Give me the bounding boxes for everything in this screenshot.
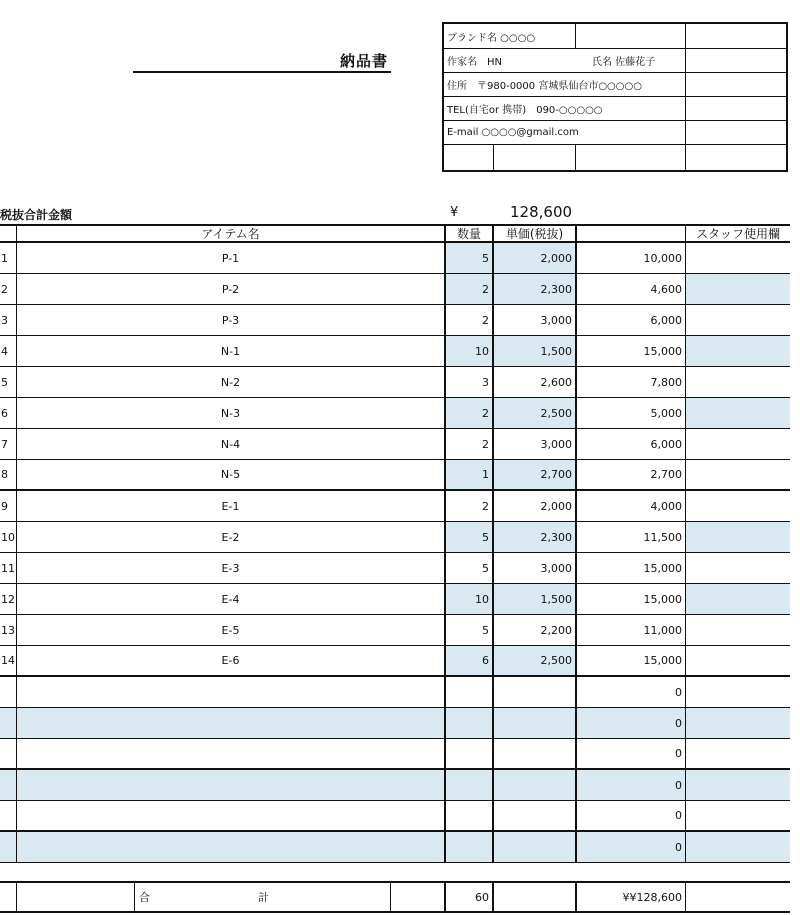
item-name: E-2 (16, 522, 444, 552)
info-blank-cell (494, 144, 576, 170)
qty-cell (444, 770, 492, 800)
amount-cell: 0 (575, 739, 685, 768)
info-row-tel (444, 96, 786, 121)
amount-cell: 6,000 (575, 429, 685, 459)
item-name: E-1 (16, 491, 444, 521)
table-row (0, 274, 790, 305)
item-name: E-5 (16, 615, 444, 645)
total-blank-cell (16, 883, 134, 911)
staff-cell (685, 367, 790, 397)
sender-info-box (442, 22, 788, 172)
info-row-email (444, 120, 786, 145)
staff-cell (685, 522, 790, 552)
row-number: 3 (1, 313, 8, 327)
subtotal-value: 128,600 (510, 203, 573, 221)
item-name: P-2 (16, 274, 444, 304)
table-row (0, 522, 790, 553)
amount-cell: 11,000 (575, 615, 685, 645)
qty-cell (444, 832, 492, 862)
info-blank-cell (444, 144, 494, 170)
table-row (0, 615, 790, 646)
qty-cell: 3 (444, 367, 492, 397)
row-number: 8 (1, 468, 8, 481)
unit-price-cell: 2,600 (492, 367, 575, 397)
staff-cell (685, 832, 790, 862)
row-number: 12 (1, 592, 15, 606)
row-number (0, 801, 16, 830)
email: E-mail ○○○○@gmail.com (444, 120, 686, 144)
total-blank-cell (492, 883, 575, 911)
item-name (16, 801, 444, 830)
qty-cell: 5 (444, 243, 492, 273)
amount-cell: 2,700 (575, 460, 685, 489)
qty-cell: 6 (444, 646, 492, 675)
unit-price-cell: 2,000 (492, 491, 575, 521)
table-row (0, 584, 790, 615)
total-qty: 60 (444, 883, 492, 911)
item-name: N-4 (16, 429, 444, 459)
row-number: 2 (1, 282, 8, 296)
unit-price-cell (492, 770, 575, 800)
info-blank-cell (576, 24, 686, 48)
row-number: 9 (1, 499, 8, 513)
table-row (0, 243, 790, 274)
item-name (16, 708, 444, 738)
amount-cell: 6,000 (575, 305, 685, 335)
unit-price-cell: 2,500 (492, 646, 575, 675)
table-row (0, 739, 790, 770)
staff-cell (685, 708, 790, 738)
row-number (0, 739, 16, 768)
staff-cell (685, 739, 790, 768)
row-number (0, 708, 16, 738)
unit-price-cell: 3,000 (492, 553, 575, 583)
header-amount (575, 226, 685, 241)
amount-cell: 10,000 (575, 243, 685, 273)
header-staff: スタッフ使用欄 (685, 226, 790, 241)
row-number: 11 (1, 561, 15, 575)
item-name (16, 832, 444, 862)
unit-price-cell: 2,000 (492, 243, 575, 273)
staff-cell (685, 770, 790, 800)
item-name: N-1 (16, 336, 444, 366)
staff-cell (685, 491, 790, 521)
amount-cell: 0 (575, 801, 685, 830)
row-number: 10 (1, 530, 15, 544)
qty-cell: 5 (444, 553, 492, 583)
amount-cell: 4,600 (575, 274, 685, 304)
unit-price-cell (492, 677, 575, 707)
amount-cell: 0 (575, 832, 685, 862)
qty-cell: 2 (444, 398, 492, 428)
table-row (0, 677, 790, 708)
staff-cell (685, 615, 790, 645)
document-title: 納品書 (340, 52, 389, 70)
info-row-address (444, 72, 786, 97)
row-number: 1 (1, 251, 8, 265)
person-name: 氏名 佐藤花子 (589, 48, 686, 72)
header-unit-price: 単価(税抜) (492, 226, 575, 241)
amount-cell: 7,800 (575, 367, 685, 397)
staff-cell (685, 243, 790, 273)
qty-cell: 2 (444, 429, 492, 459)
total-label-cell (134, 883, 390, 911)
table-row (0, 708, 790, 739)
item-name: N-3 (16, 398, 444, 428)
title-underline (133, 71, 391, 73)
item-name: E-6 (16, 646, 444, 675)
row-number: 5 (1, 375, 8, 389)
header-item: アイテム名 (16, 226, 444, 241)
staff-cell (685, 553, 790, 583)
table-row (0, 460, 790, 491)
amount-cell: 4,000 (575, 491, 685, 521)
qty-cell (444, 801, 492, 830)
staff-cell (685, 584, 790, 614)
unit-price-cell: 2,300 (492, 522, 575, 552)
row-number: 4 (1, 344, 8, 358)
row-number (0, 832, 16, 862)
row-number (0, 677, 16, 707)
staff-cell (685, 274, 790, 304)
total-amount: ¥¥128,600 (575, 883, 685, 911)
total-label-right: 計 (258, 891, 269, 904)
item-name: N-2 (16, 367, 444, 397)
qty-cell (444, 739, 492, 768)
staff-cell (685, 398, 790, 428)
item-name (16, 770, 444, 800)
unit-price-cell: 2,500 (492, 398, 575, 428)
info-row-artist (444, 48, 786, 73)
unit-price-cell (492, 832, 575, 862)
subtotal-label: 税抜合計金額 (0, 208, 73, 222)
amount-cell: 15,000 (575, 584, 685, 614)
item-name: P-1 (16, 243, 444, 273)
table-row (0, 429, 790, 460)
unit-price-cell: 2,700 (492, 460, 575, 489)
staff-cell (685, 801, 790, 830)
unit-price-cell: 1,500 (492, 336, 575, 366)
staff-cell (685, 646, 790, 675)
unit-price-cell (492, 801, 575, 830)
amount-cell: 0 (575, 677, 685, 707)
table-row (0, 770, 790, 801)
item-name (16, 739, 444, 768)
unit-price-cell: 3,000 (492, 429, 575, 459)
qty-cell: 2 (444, 274, 492, 304)
unit-price-cell (492, 708, 575, 738)
address: 住所 〒980-0000 宮城県仙台市○○○○○ (444, 72, 686, 96)
row-number: 7 (1, 437, 8, 451)
brand-name: ブランド名 ○○○○ (444, 24, 576, 48)
table-row (0, 801, 790, 832)
item-name: E-4 (16, 584, 444, 614)
total-label-left: 合 (139, 891, 150, 904)
staff-cell (685, 677, 790, 707)
amount-cell: 5,000 (575, 398, 685, 428)
staff-cell (685, 305, 790, 335)
amount-cell: 11,500 (575, 522, 685, 552)
qty-cell: 5 (444, 522, 492, 552)
currency-symbol: ¥ (450, 205, 459, 220)
unit-price-cell (492, 739, 575, 768)
row-number: 14 (1, 654, 15, 667)
table-row (0, 367, 790, 398)
unit-price-cell: 1,500 (492, 584, 575, 614)
row-number (0, 770, 16, 800)
staff-cell (685, 336, 790, 366)
table-row (0, 646, 790, 677)
qty-cell: 1 (444, 460, 492, 489)
total-row (0, 881, 790, 913)
total-staff-cell (685, 883, 790, 911)
qty-cell (444, 677, 492, 707)
item-name: E-3 (16, 553, 444, 583)
unit-price-cell: 2,300 (492, 274, 575, 304)
qty-cell: 2 (444, 491, 492, 521)
telephone: TEL(自宅or 携帯) 090-○○○○○ (444, 96, 686, 120)
qty-cell: 10 (444, 584, 492, 614)
table-row (0, 305, 790, 336)
header-qty: 数量 (444, 226, 492, 241)
table-row (0, 336, 790, 367)
info-row-brand (444, 24, 786, 49)
info-blank-cell (576, 144, 686, 170)
table-header (0, 224, 790, 243)
table-row (0, 832, 790, 863)
item-name (16, 677, 444, 707)
table-row (0, 398, 790, 429)
amount-cell: 15,000 (575, 336, 685, 366)
amount-cell: 15,000 (575, 553, 685, 583)
item-name: P-3 (16, 305, 444, 335)
total-blank-cell (390, 883, 444, 911)
table-row (0, 553, 790, 584)
qty-cell: 5 (444, 615, 492, 645)
row-number: 6 (1, 406, 8, 420)
artist-name: 作家名 HN (447, 56, 502, 68)
qty-cell (444, 708, 492, 738)
staff-cell (685, 460, 790, 489)
staff-cell (685, 429, 790, 459)
qty-cell: 2 (444, 305, 492, 335)
unit-price-cell: 3,000 (492, 305, 575, 335)
row-number: 13 (1, 623, 15, 637)
amount-cell: 0 (575, 708, 685, 738)
qty-cell: 10 (444, 336, 492, 366)
item-name: N-5 (16, 460, 444, 489)
amount-cell: 15,000 (575, 646, 685, 675)
info-row-blank (444, 144, 786, 170)
amount-cell: 0 (575, 770, 685, 800)
table-row (0, 491, 790, 522)
unit-price-cell: 2,200 (492, 615, 575, 645)
